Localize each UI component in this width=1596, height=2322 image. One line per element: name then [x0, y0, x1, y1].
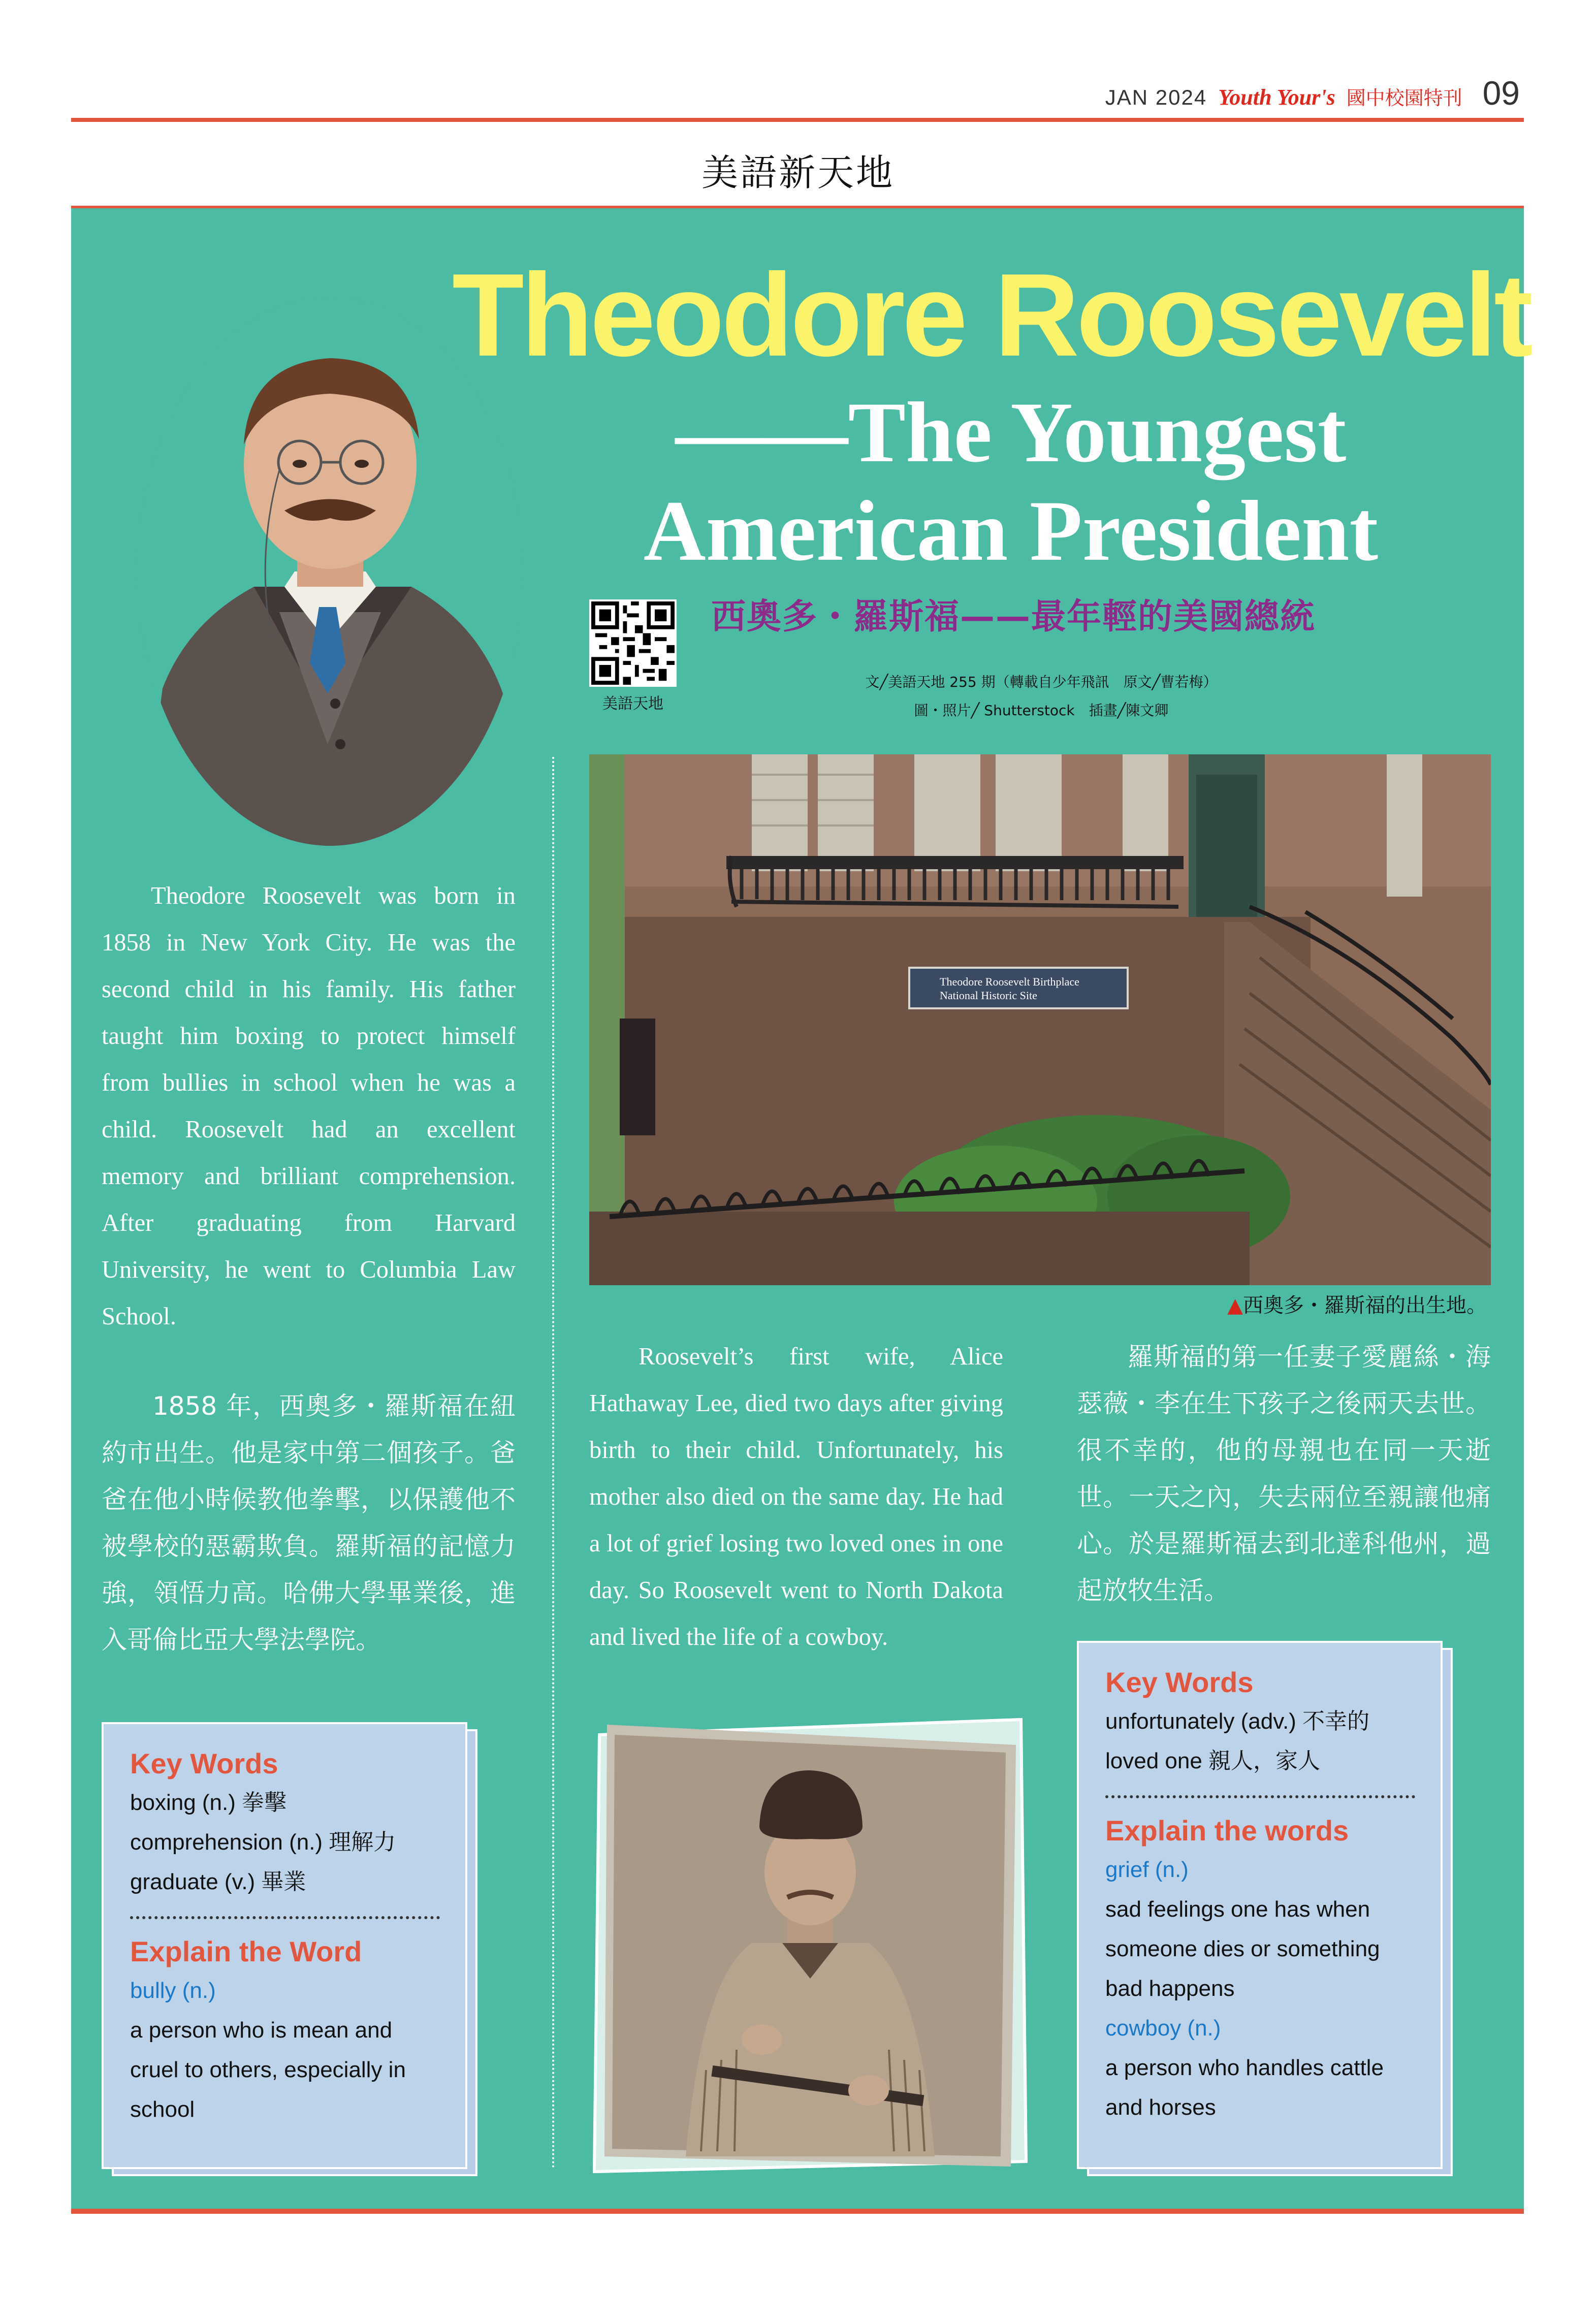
explain-heading: Explain the words — [1105, 1815, 1349, 1847]
page-header — [1105, 74, 1520, 112]
cowboy-photo — [584, 1714, 1031, 2177]
paragraph-2-chinese-text: 羅斯福的第一任妻子愛麗絲・海瑟薇・李在生下孩子之後兩天去世。很不幸的，他的母親也在同一天逝世。一天之內，失去兩位至親讓他痛心。於是羅斯福去到北達科他州，過起放牧生活。 — [1077, 1342, 1491, 1605]
issue-date: JAN 2024 — [1105, 85, 1207, 109]
footer-rule — [71, 2209, 1524, 2214]
explain-term: grief (n.) — [1105, 1857, 1189, 1882]
article-credits — [787, 668, 1295, 725]
keywords-box-left-card — [102, 1722, 467, 2169]
key-words-heading: Key Words — [130, 1747, 278, 1779]
page-number: 09 — [1482, 74, 1520, 112]
keywords-box-right — [1077, 1641, 1443, 2169]
explain-term: cowboy (n.) — [1105, 2016, 1221, 2041]
explain-definition: a person who is mean and cruel to others, especially in school — [130, 2018, 406, 2122]
publication-name: 國中校園特刊 — [1346, 87, 1462, 109]
subtitle-line-2: American President — [643, 483, 1379, 579]
column-divider — [552, 757, 554, 2169]
caption-triangle-icon: ▲ — [1227, 1294, 1243, 1317]
paragraph-1-chinese-text: 1858 年，西奧多・羅斯福在紐約市出生。他是家中第二個孩子。爸爸在他小時候教他拳擊，以保護他不被學校的惡霸欺負。羅斯福的記憶力強，領悟力高。哈佛大學畢業後，進入哥倫比亞大學法學院。 — [102, 1391, 516, 1655]
key-words-heading: Key Words — [1105, 1666, 1254, 1698]
paragraph-1-chinese — [102, 1383, 516, 1663]
key-word-item: graduate (v.) 畢業 — [130, 1869, 306, 1894]
qr-code-icon[interactable] — [589, 599, 677, 687]
paragraph-2-chinese — [1077, 1333, 1491, 1614]
subtitle-line-1: ——The Youngest — [675, 385, 1347, 480]
keywords-box-left — [102, 1722, 467, 2169]
keywords-separator — [1105, 1795, 1415, 1798]
qr-label: 美語天地 — [602, 695, 663, 713]
explain-term: bully (n.) — [130, 1978, 216, 2003]
article-subtitle — [589, 384, 1432, 581]
explain-definition: sad feelings one has when someone dies or something bad happens — [1105, 1897, 1380, 2001]
explain-definition: a person who handles cattle and horses — [1105, 2055, 1384, 2120]
birthplace-photo — [589, 754, 1491, 1285]
birthplace-sign-line-2: National Historic Site — [940, 989, 1037, 1002]
paragraph-2-english — [589, 1333, 1003, 1661]
key-word-item: unfortunately (adv.) 不幸的 — [1105, 1709, 1370, 1734]
key-word-item: comprehension (n.) 理解力 — [130, 1830, 396, 1855]
section-title: 美語新天地 — [701, 151, 895, 194]
keywords-box-right-card — [1077, 1641, 1443, 2169]
explain-heading: Explain the Word — [130, 1935, 362, 1967]
keywords-separator — [130, 1916, 440, 1919]
key-word-item: loved one 親人，家人 — [1105, 1748, 1321, 1773]
credits-line-1: 文╱美語天地 255 期（轉載自少年飛訊 原文╱曹若梅） — [865, 674, 1218, 690]
paragraph-1-english — [102, 873, 516, 1340]
paragraph-2-english-text: Roosevelt’s first wife, Alice Hathaway Lee, died two days after giving birth to their child. Unfortunately, his mother also died on the same day. He had a lot of grief losing two loved ones in one day. So Roosevelt went to North Dakota and lived the life of a cowboy. — [589, 1343, 1003, 1650]
header-rule — [71, 118, 1524, 122]
caption-text: 西奧多・羅斯福的出生地。 — [1243, 1294, 1487, 1317]
credits-line-2: 圖・照片╱ Shutterstock 插畫╱陳文卿 — [914, 702, 1169, 719]
brand-name: Youth Your's — [1218, 85, 1335, 110]
article-title: Theodore Roosevelt — [452, 249, 1530, 381]
birthplace-caption — [1227, 1289, 1487, 1318]
article-title-chinese: 西奧多・羅斯福——最年輕的美國總統 — [711, 597, 1316, 637]
paragraph-1-english-text: Theodore Roosevelt was born in 1858 in New York City. He was the second child in his family. His father taught him boxing to protect himself from bullies in school when he was a child. Roosevelt had an excellent memory and brilliant comprehension. After graduating from Harvard University, he went to Columbia Law School. — [102, 882, 516, 1330]
key-word-item: boxing (n.) 拳擊 — [130, 1790, 287, 1815]
birthplace-sign-line-1: Theodore Roosevelt Birthplace — [940, 975, 1079, 988]
